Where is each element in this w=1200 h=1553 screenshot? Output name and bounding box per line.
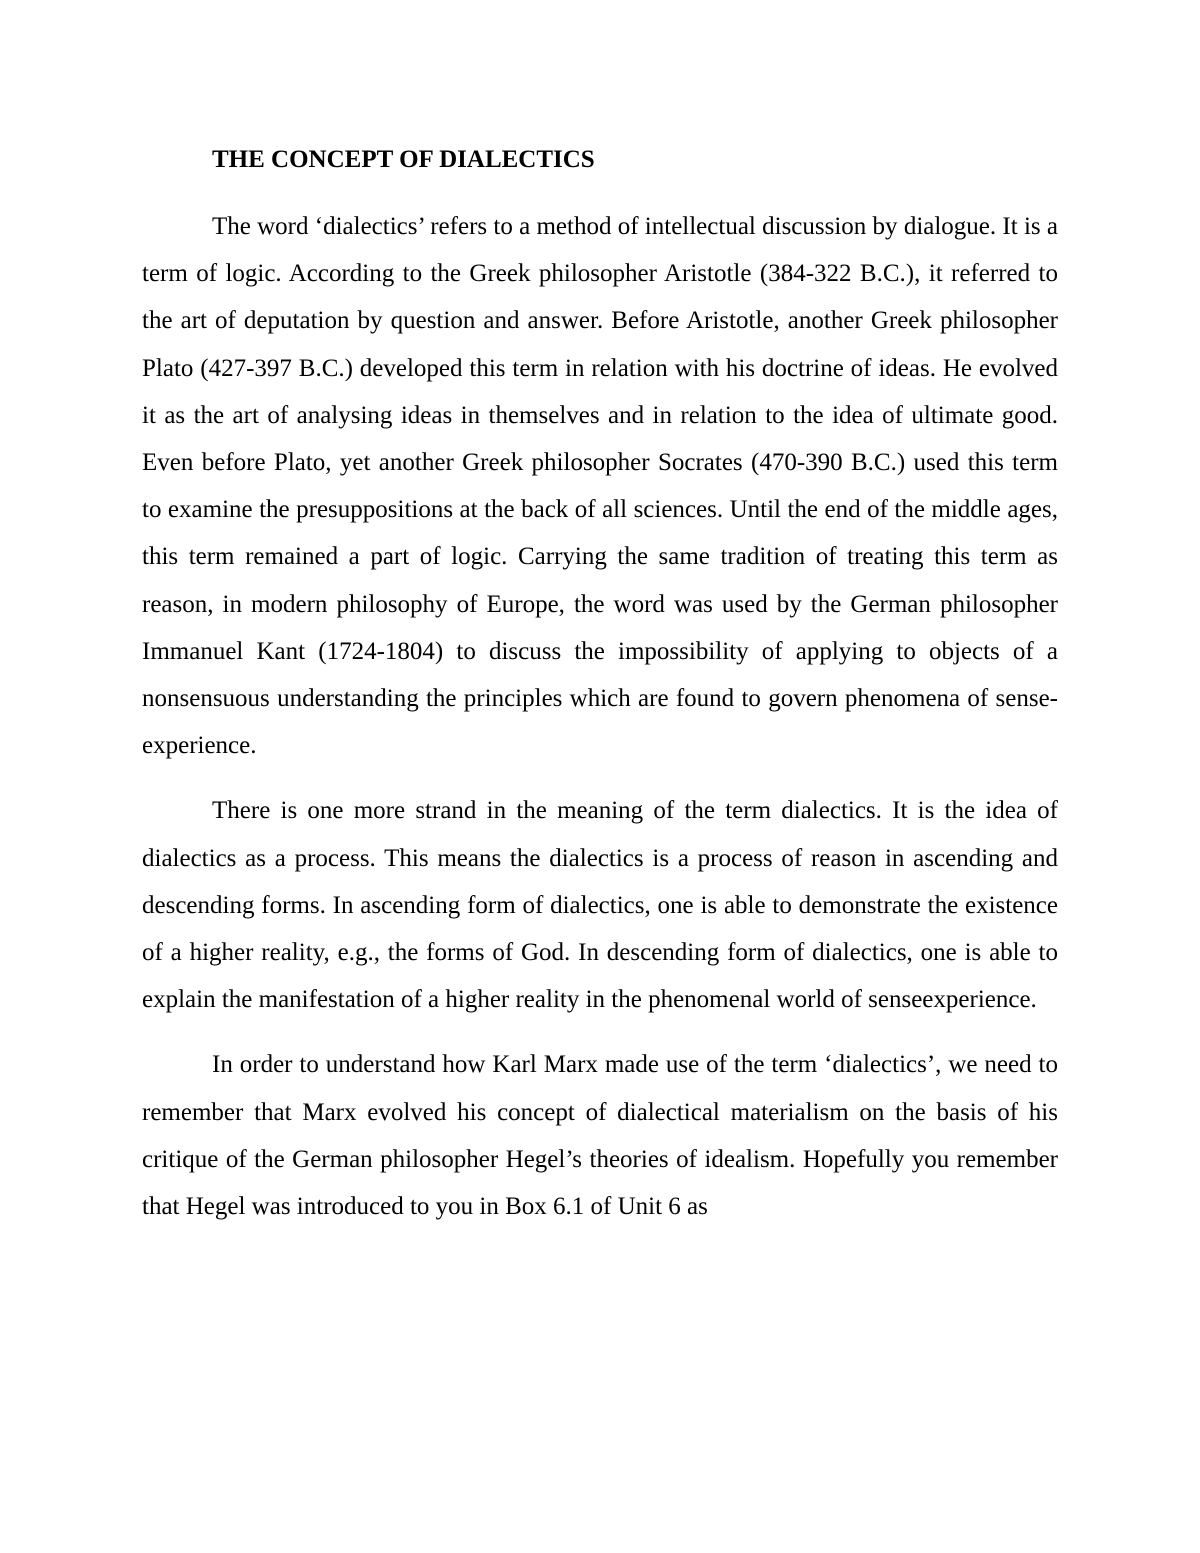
document-body xyxy=(142,140,1058,1230)
paragraph-1: The word ‘dialectics’ refers to a method of intellectual discussion by dialogue. It is a term of logic. According to the Greek philosopher Aristotle (384-322 B.C.), it referred to the art of deputation by question and answer. Before Aristotle, another Greek philosopher Plato (427-397 B.C.) developed this term in relation with his doctrine of ideas. He evolved it as the art of analysing ideas in themselves and in relation to the idea of ultimate good. Even before Plato, yet another Greek philosopher Socrates (470-390 B.C.) used this term to examine the presuppositions at the back of all sciences. Until the end of the middle ages, this term remained a part of logic. Carrying the same tradition of treating this term as reason, in modern philosophy of Europe, the word was used by the German philosopher Immanuel Kant (1724-1804) to discuss the impossibility of applying to objects of a nonsensuous understanding the principles which are found to govern phenomena of sense-experience. xyxy=(142,213,1058,760)
paragraph-3: In order to understand how Karl Marx made use of the term ‘dialectics’, we need to remember that Marx evolved his concept of dialectical materialism on the basis of his critique of the German philosopher Hegel’s theories of idealism. Hopefully you remember that Hegel was introduced to you in Box 6.1 of Unit 6 as xyxy=(142,1051,1058,1221)
page-title: THE CONCEPT OF DIALECTICS xyxy=(212,146,595,173)
paragraph-2: There is one more strand in the meaning of the term dialectics. It is the idea of dialectics as a process. This means the dialectics is a process of reason in ascending and descending forms. In ascending form of dialectics, one is able to demonstrate the existence of a higher reality, e.g., the forms of God. In descending form of dialectics, one is able to explain the manifestation of a higher reality in the phenomenal world of senseexperience. xyxy=(142,797,1058,1014)
